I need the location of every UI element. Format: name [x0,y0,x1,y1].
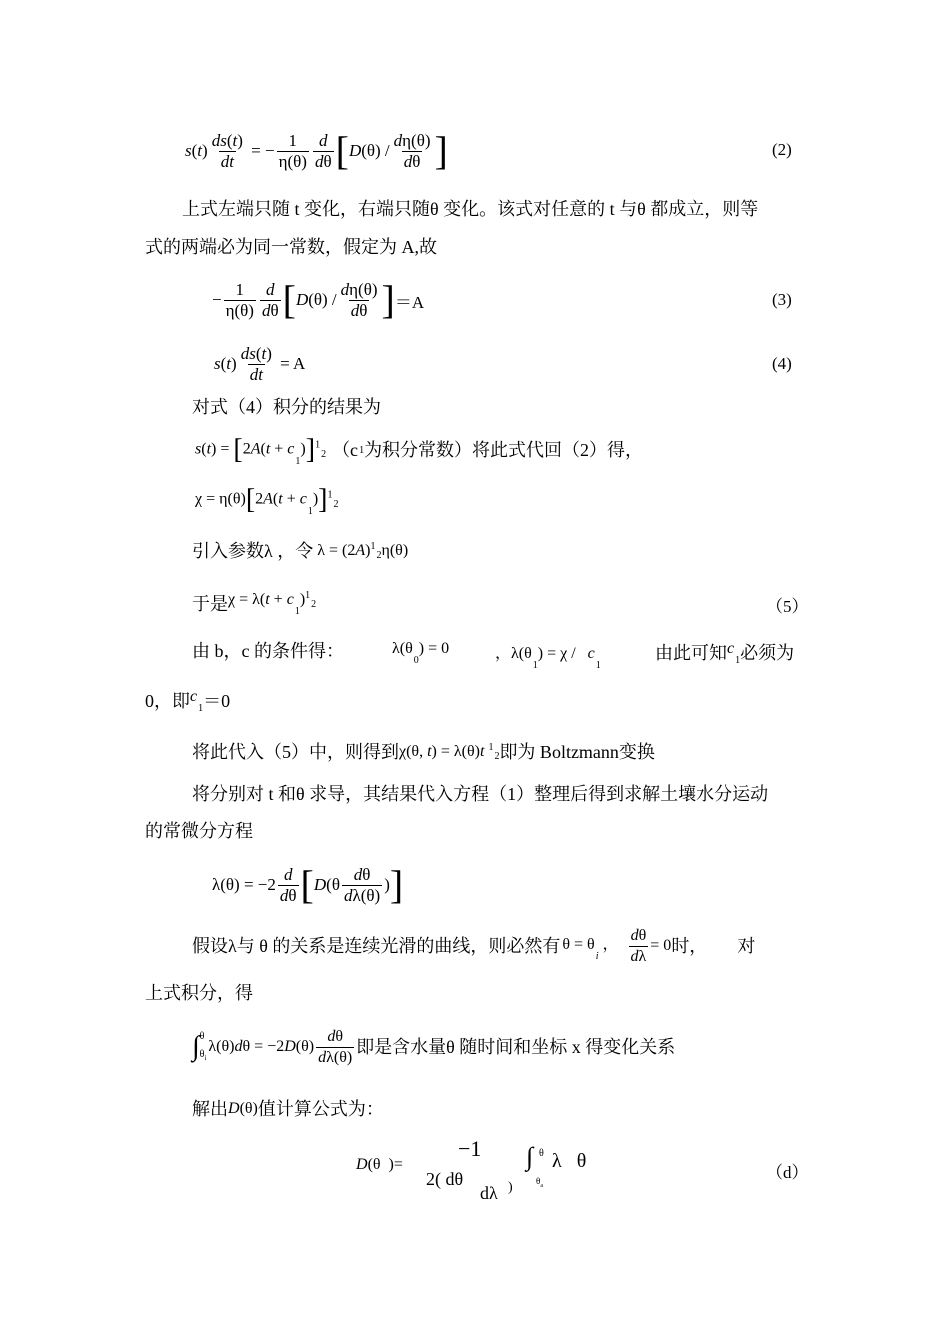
chi-equation: $\chi = \eta(\theta)[2A(t + c_1)]^1_2$ [195,484,339,517]
equation-number-5: （5） [766,597,809,616]
paragraph-10-line-2: 上式积分，得 [145,983,253,1003]
integration-constant-note-2: 为积分常数）将此式代回（2）得， [364,440,644,460]
equation-d: D(θ )= −1 2( dθ dλ ) ∫ θ $\theta_a$ λ θ [356,1136,587,1203]
equation-3: − $\frac{1}{\eta(\theta)}$ $\frac{d}{d\theta}$ [ D(θ) / $\frac{d\eta(\theta)}{d\theta}$ ] ＝A [212,277,425,322]
integral-equation: ∫ θ $\theta_i$ λ(θ)dθ = −2D(θ) $\frac{d\theta}{d\lambda(\theta)}$ 即是含水量θ 随时间和坐标 x 得变化关系 [192,1027,676,1066]
ode-equation: λ(θ) = −2 $\frac{d}{d\theta}$ [ D(θ $\frac{d\theta}{d\lambda(\theta)}$ ) ] [212,862,404,907]
paragraph-10-line-1: 假设λ与 θ 的关系是连续光滑的曲线，则必然有 $\theta = \theta_i$ ， $\frac{d\theta}{d\lambda}$ = 0 时， 对 [192,926,756,965]
boltzmann-line: 将此代入（5）中，则得到 χ(θ, t) = λ(θ)t $^1_2$ 即为 Boltzmann变换 [192,742,655,762]
paragraph-1-line-1: 上式左端只随 t 变化，右端只随θ 变化。该式对任意的 t 与θ 都成立，则等 [182,199,759,219]
equation-number-d: （d） [766,1163,809,1182]
paragraph-1-line-2: 式的两端必为同一常数，假定为 A,故 [145,237,437,257]
paragraph-12: 解出 D(θ) 值计算公式为： [192,1099,384,1119]
equation-4: s(t) $\frac{ds(t)}{dt}$ = A [214,343,306,384]
condition-2: ，$\lambda(\theta_1) = \chi / c_1$ [495,645,601,671]
equation-number-3: (3) [772,290,792,309]
equation-2: s(t) $\frac{ds(t)}{dt}$ = − $\frac{1}{\eta(\theta)}$ $\frac{d}{d\theta}$ [ D(θ) / $\frac{d\eta(\theta)}{d\theta}$ ] [185,128,448,173]
equation-number-4: (4) [772,354,792,373]
conditions-intro: 由 b，c 的条件得： [192,641,344,661]
c1-zero-line: 0，即 $c_1$ ＝0 [145,688,231,714]
equation-5: 于是 $\chi = \lambda(t + c_1)^1_2$ [192,590,317,617]
equation-number-2: (2) [772,140,792,159]
condition-1: $\lambda(\theta_0) = 0$ [392,640,450,666]
paragraph-9-line-2: 的常微分方程 [145,821,253,841]
integration-constant-note: （c [332,440,359,460]
parameter-line: 引入参数λ ，令 $\lambda = (2A)^1_2\eta(\theta)$ [192,541,409,561]
conclusion-line: 由此可知 $c_1$ 必须为 [655,640,795,666]
integration-result-line: $s(t) = [2A(t + c_1)]^1_2$ （c 1 为积分常数）将此式代回（2）得， [195,434,644,467]
paragraph-2: 对式（4）积分的结果为 [192,397,381,417]
paragraph-9-line-1: 将分别对 t 和θ 求导，其结果代入方程（1）整理后得到求解土壤水分运动 [192,784,769,804]
